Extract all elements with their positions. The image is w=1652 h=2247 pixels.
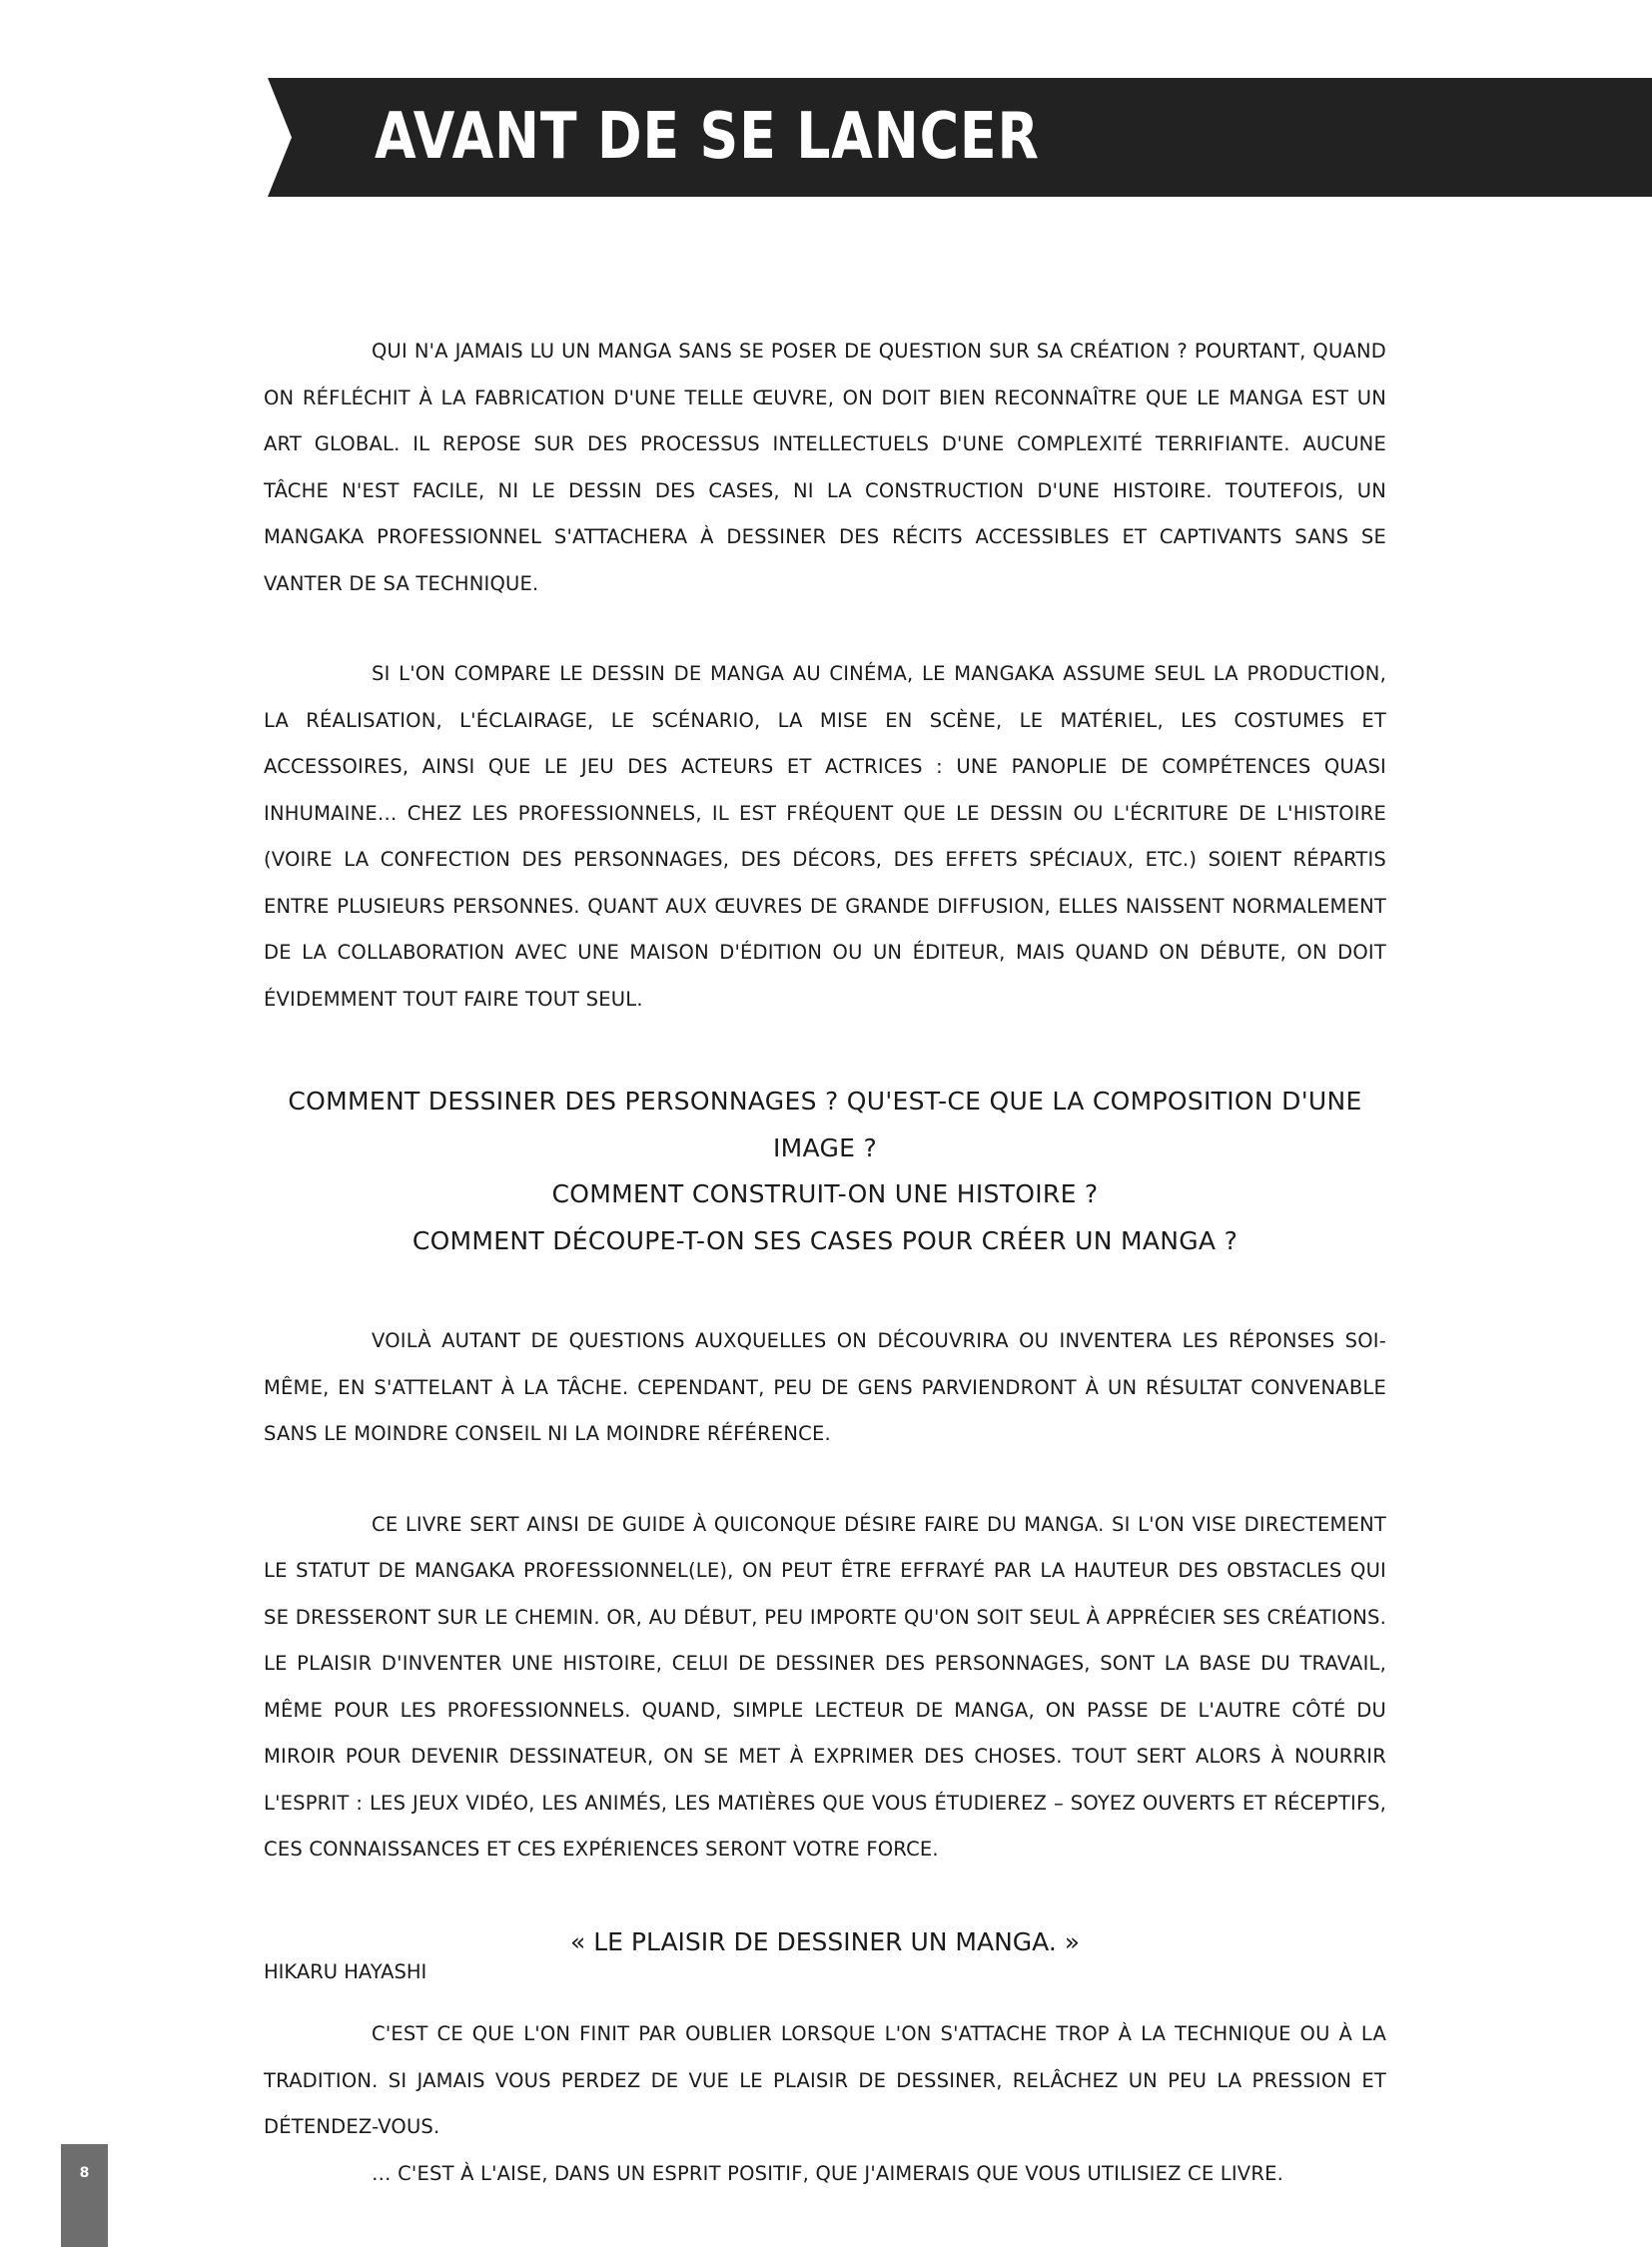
paragraph-questions: VOILÀ AUTANT DE QUESTIONS AUXQUELLES ON DÉCOUVRIRA OU INVENTERA LES RÉPONSES SOI-MÊME, EN S'ATTELANT À LA TÂCHE. CEPENDANT, PEU DE GENS PARVIENDRONT À UN RÉSULTAT CONVENABLE SANS LE MOINDRE CONSEIL NI LA MOINDRE RÉFÉRENCE.	[264, 1329, 1386, 1445]
author-signature: HIKARU HAYASHI	[264, 1960, 427, 1983]
paragraph-cinema: SI L'ON COMPARE LE DESSIN DE MANGA AU CINÉMA, LE MANGAKA ASSUME SEUL LA PRODUCTION, LA RÉALISATION, L'ÉCLAIRAGE, LE SCÉNARIO, LA MISE EN SCÈNE, LE MATÉRIEL, LES COSTUMES ET ACCESSOIRES, AINSI QUE LE JEU DES ACTEURS ET ACTRICES : UNE PANOPLIE DE COMPÉTENCES QUASI INHUMAINE… CHEZ LES PROFESSIONNELS, IL EST FRÉQUENT QUE LE DESSIN OU L'ÉCRITURE DE L'HISTOIRE (VOIRE LA CONFECTION DES PERSONNAGES, DES DÉCORS, DES EFFETS SPÉCIAUX, ETC.) SOIENT RÉPARTIS ENTRE PLUSIEURS PERSONNES. QUANT AUX ŒUVRES DE GRANDE DIFFUSION, ELLES NAISSENT NORMALEMENT DE LA COLLABORATION AVEC UNE MAISON D'ÉDITION OU UN ÉDITEUR, MAIS QUAND ON DÉBUTE, ON DOIT ÉVIDEMMENT TOUT FAIRE TOUT SEUL.	[264, 662, 1386, 1011]
question-line: COMMENT DÉCOUPE-T-ON SES CASES POUR CRÉER UN MANGA ?	[412, 1225, 1239, 1255]
pull-quote: « LE PLAISIR DE DESSINER UN MANGA. »	[569, 1926, 1081, 1956]
question-line: COMMENT DESSINER DES PERSONNAGES ? QU'EST-CE QUE LA COMPOSITION D'UNE IMAGE ?	[288, 1087, 1362, 1162]
paragraph-conclusion: C'EST CE QUE L'ON FINIT PAR OUBLIER LORSQUE L'ON S'ATTACHE TROP À LA TECHNIQUE OU À LA TRADITION. SI JAMAIS VOUS PERDEZ DE VUE LE PLAISIR DE DESSINER, RELÂCHEZ UN PEU LA PRESSION ET DÉTENDEZ-VOUS.	[264, 2022, 1386, 2138]
page-number: 8	[79, 2165, 90, 2181]
page-tab	[61, 2144, 108, 2247]
page-title: AVANT DE SE LANCER	[375, 100, 1040, 174]
paragraph-intro: QUI N'A JAMAIS LU UN MANGA SANS SE POSER DE QUESTION SUR SA CRÉATION ? POURTANT, QUAND ON RÉFLÉCHIT À LA FABRICATION D'UNE TELLE ŒUVRE, ON DOIT BIEN RECONNAÎTRE QUE LE MANGA EST UN ART GLOBAL. IL REPOSE SUR DES PROCESSUS INTELLECTUELS D'UNE COMPLEXITÉ TERRIFIANTE. AUCUNE TÂCHE N'EST FACILE, NI LE DESSIN DES CASES, NI LA CONSTRUCTION D'UNE HISTOIRE. TOUTEFOIS, UN MANGAKA PROFESSIONNEL S'ATTACHERA À DESSINER DES RÉCITS ACCESSIBLES ET CAPTIVANTS SANS SE VANTER DE SA TECHNIQUE.	[264, 340, 1386, 595]
body-text	[264, 329, 1386, 2197]
paragraph-closing: … C'EST À L'AISE, DANS UN ESPRIT POSITIF, QUE J'AIMERAIS QUE VOUS UTILISIEZ CE LIVRE.	[372, 2161, 1284, 2185]
paragraph-guide: CE LIVRE SERT AINSI DE GUIDE À QUICONQUE DÉSIRE FAIRE DU MANGA. SI L'ON VISE DIRECTEMENT LE STATUT DE MANGAKA PROFESSIONNEL(LE), ON PEUT ÊTRE EFFRAYÉ PAR LA HAUTEUR DES OBSTACLES QUI SE DRESSERONT SUR LE CHEMIN. OR, AU DÉBUT, PEU IMPORTE QU'ON SOIT SEUL À APPRÉCIER SES CRÉATIONS. LE PLAISIR D'INVENTER UNE HISTOIRE, CELUI DE DESSINER DES PERSONNAGES, SONT LA BASE DU TRAVAIL, MÊME POUR LES PROFESSIONNELS. QUAND, SIMPLE LECTEUR DE MANGA, ON PASSE DE L'AUTRE CÔTÉ DU MIROIR POUR DEVENIR DESSINATEUR, ON SE MET À EXPRIMER DES CHOSES. TOUT SERT ALORS À NOURRIR L'ESPRIT : LES JEUX VIDÉO, LES ANIMÉS, LES MATIÈRES QUE VOUS ÉTUDIEREZ – SOYEZ OUVERTS ET RÉCEPTIFS, CES CONNAISSANCES ET CES EXPÉRIENCES SERONT VOTRE FORCE.	[264, 1512, 1386, 1861]
question-line: COMMENT CONSTRUIT-ON UNE HISTOIRE ?	[551, 1179, 1099, 1208]
questions-block	[264, 1079, 1386, 1264]
